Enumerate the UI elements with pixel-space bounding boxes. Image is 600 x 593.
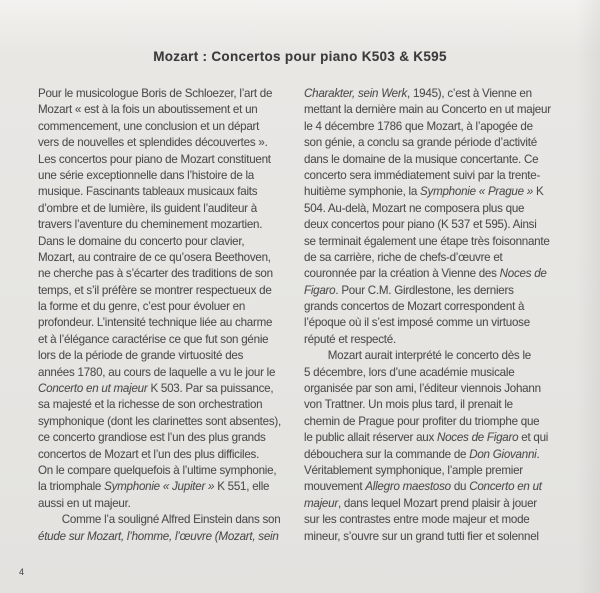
text-line: majeur, dans lequel Mozart prend plaisir à jouer: [304, 496, 537, 510]
text-line: concertos de Mozart et l’un des plus difficiles.: [38, 447, 260, 461]
text-line: von Trattner. Un mois plus tard, il prenait le: [304, 398, 513, 412]
text-line: années 1780, au cours de laquelle a vu le jour le: [38, 365, 276, 379]
text-line: réputé et respecté.: [304, 332, 396, 346]
text-line: Figaro. Pour C.M. Girdlestone, les derniers: [304, 283, 514, 297]
text-line: débouchera sur la commande de Don Giovanni.: [304, 447, 540, 461]
text-line: le public allait réserver aux Noces de Figaro et qui: [304, 431, 549, 445]
text-line: 504. Au-delà, Mozart ne composera plus que: [304, 201, 525, 215]
text-line: couronnée par la création à Vienne des Noces de: [304, 267, 547, 281]
text-column-right: [304, 86, 588, 545]
text-line: 5 décembre, lors d’une académie musicale: [304, 365, 515, 379]
text-line: mouvement Allegro maestoso du Concerto en ut: [304, 480, 542, 494]
text-line: sa majesté et la richesse de son orchestration: [38, 398, 263, 412]
text-line: et à l’élégance caractérise ce que fut son génie: [38, 332, 269, 346]
text-line: chemin de Prague pour profiter du triomphe que: [304, 414, 540, 428]
text-line: mettant la dernière main au Concerto en ut majeur: [304, 103, 551, 117]
text-line: étude sur Mozart, l’homme, l’œuvre (Mozart, sein: [38, 529, 279, 543]
text-line: ce concerto grandiose est l’un des plus grands: [38, 431, 266, 445]
text-line: Dans le domaine du concerto pour clavier,: [38, 234, 245, 248]
text-line: Mozart, au contraire de ce qu’osera Beethoven,: [38, 250, 271, 264]
text-line: grands concertos de Mozart correspondent à: [304, 300, 525, 314]
text-line: sur les contrastes entre mode majeur et mode: [304, 513, 530, 527]
text-line: aussi en ut majeur.: [38, 496, 131, 510]
text-line: profondeur. L’intensité technique liée au charme: [38, 316, 273, 330]
text-line: se terminait également une étape très foisonnante: [304, 234, 550, 248]
text-line: deux concertos pour piano (K 537 et 595). Ainsi: [304, 218, 537, 232]
text-line: lors de la période de grande virtuosité des: [38, 349, 244, 363]
text-line: de sa carrière, riche de chefs-d’œuvre et: [304, 250, 503, 264]
text-line: musique. Fascinants tableaux musicaux faits: [38, 185, 258, 199]
text-line: une série exceptionnelle dans l’histoire de la: [38, 168, 255, 182]
text-line: le 4 décembre 1786 que Mozart, à l’apogée de: [304, 119, 533, 133]
text-line: Les concertos pour piano de Mozart constituent: [38, 152, 271, 166]
text-line: l’époque où il s’est imposé comme un virtuose: [304, 316, 530, 330]
text-line: Véritablement symphonique, l’ample premier: [304, 463, 523, 477]
text-line: huitième symphonie, la Symphonie « Prague » K: [304, 185, 544, 199]
text-line: Mozart « est à la fois un aboutissement et un: [38, 103, 258, 117]
text-line: vers de nouvelles et splendides découvertes ».: [38, 136, 268, 150]
text-line: la forme et du genre, c’est pour évoluer en: [38, 300, 246, 314]
text-line: ne cherche pas à s’écarter des traditions de son: [38, 267, 273, 281]
text-line: On le compare quelquefois à l’ultime symphonie,: [38, 463, 277, 477]
text-line: Concerto en ut majeur K 503. Par sa puissance,: [38, 382, 274, 396]
text-line: organisée par son ami, l’éditeur viennois Johann: [304, 382, 541, 396]
text-line: son génie, a conclu sa grande période d’activité: [304, 136, 537, 150]
text-column-left: [38, 86, 300, 545]
text-line: symphonique (dont les clarinettes sont absentes),: [38, 414, 281, 428]
text-line: d’ombre et de lumière, ils guident l’auditeur à: [38, 201, 257, 215]
text-line: Charakter, sein Werk, 1945), c’est à Vienne en: [304, 87, 532, 100]
page-title: Mozart : Concertos pour piano K503 & K595: [153, 49, 447, 64]
text-line: dans le domaine de la musique concertante. Ce: [304, 152, 539, 166]
text-line: concerto sera immédiatement suivi par la trente-: [304, 168, 541, 182]
text-line: Comme l’a souligné Alfred Einstein dans son: [38, 513, 281, 527]
page-number: 4: [19, 567, 25, 577]
text-line: Pour le musicologue Boris de Schloezer, l’art de: [38, 87, 273, 100]
text-line: travers l’aventure du cheminement mozartien.: [38, 218, 263, 232]
text-line: la triomphale Symphonie « Jupiter » K 551, elle: [38, 480, 270, 494]
text-line: temps, et s’il préfère se montrer respectueux de: [38, 283, 272, 297]
text-line: mineur, s’ouvre sur un grand tutti fier et solennel: [304, 529, 539, 543]
text-line: commencement, une conclusion et un départ: [38, 119, 260, 133]
text-line: Mozart aurait interprété le concerto dès le: [304, 349, 531, 363]
